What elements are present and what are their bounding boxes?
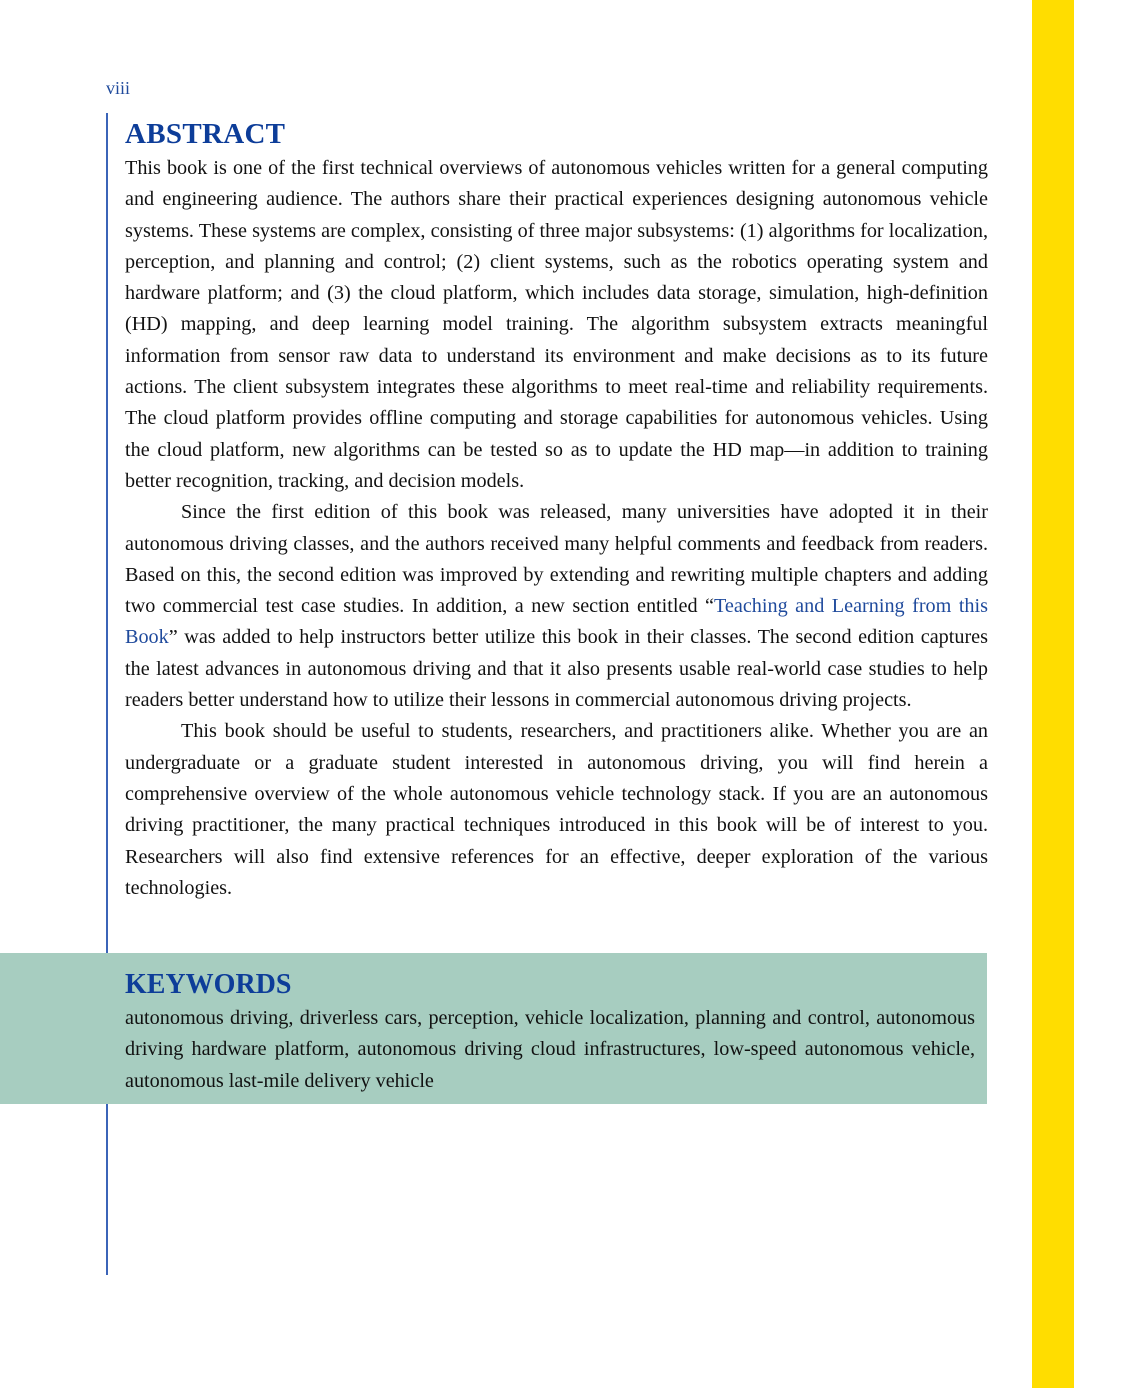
paragraph-2-text-before: Since the first edition of this book was released, many universities have adopted it in their autonomous driving classes, and the authors received many helpful comments and feedback from readers. Based on this, the second edition was improved by extending and rewriting multiple chapters and adding two commercial test case studies. In addition, a new section entitled “	[125, 501, 988, 618]
yellow-sidebar-bar	[1032, 0, 1074, 1388]
keywords-text: autonomous driving, driverless cars, perception, vehicle localization, planning and control, autonomous driving hardware platform, autonomous driving cloud infrastructures, low-speed autonomous vehicle, autonomous last-mile delivery vehicle	[125, 1007, 975, 1092]
abstract-paragraph-2	[125, 497, 988, 716]
abstract-heading: ABSTRACT	[125, 118, 286, 150]
paragraph-2-text-after: ” was added to help instructors better utilize this book in their classes. The second edition captures the latest advances in autonomous driving and that it also presents usable real-world case studies to help readers better understand how to utilize their lessons in commercial autonomous driving projects.	[125, 626, 988, 712]
abstract-paragraph-1: This book is one of the first technical overviews of autonomous vehicles written for a general computing and engineering audience. The authors share their practical experiences designing autonomous vehicle systems. These systems are complex, consisting of three major subsystems: (1) algorithms for localization, perception, and planning and control; (2) client systems, such as the robotics operating system and hardware platform; and (3) the cloud platform, which includes data storage, simulation, high-definition (HD) mapping, and deep learning model training. The algorithm subsystem extracts meaningful information from sensor raw data to understand its environment and make decisions as to its future actions. The client subsystem integrates these algorithms to meet real-time and reliability requirements. The cloud platform provides offline computing and storage capabilities for autonomous vehicles. Using the cloud platform, new algorithms can be tested so as to update the HD map—in addition to training better recognition, tracking, and decision models.	[125, 157, 988, 492]
page-number: viii	[106, 78, 131, 98]
teaching-and-learning-link[interactable]: Teaching and Learning from this Book	[125, 595, 988, 649]
abstract-paragraph-3: This book should be useful to students, researchers, and practitioners alike. Whether you are an undergraduate or a graduate student interested in autonomous driving, you will find herein a comprehensive overview of the whole autonomous vehicle technology stack. If you are an autonomous driving practitioner, the many practical techniques introduced in this book will be of interest to you. Researchers will also find extensive references for an effective, deeper exploration of the various technologies.	[125, 720, 988, 899]
abstract-section	[125, 116, 988, 904]
keywords-section	[0, 953, 987, 1104]
keywords-heading: KEYWORDS	[125, 969, 292, 1000]
